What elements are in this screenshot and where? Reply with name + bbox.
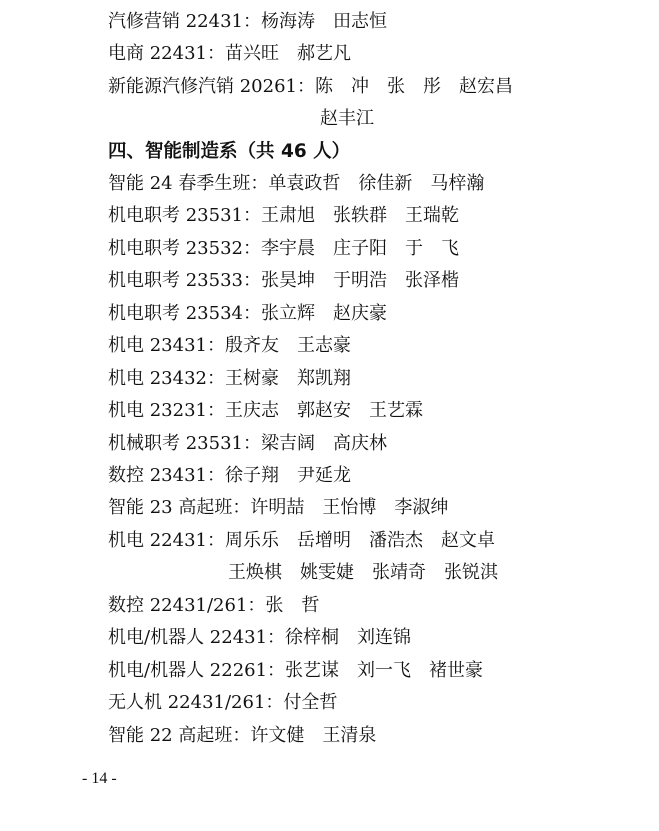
list-line-continuation: 王焕棋 姚雯婕 张靖奇 张锐淇 <box>228 562 498 583</box>
list-line: 汽修营销 22431：杨海涛 田志恒 <box>108 11 387 32</box>
list-line: 机电 23431：殷齐友 王志豪 <box>108 335 351 356</box>
list-line: 机械职考 23531：梁吉阔 高庆林 <box>108 433 387 454</box>
list-line: 智能 22 高起班：许文健 王清泉 <box>108 725 377 746</box>
page-number: - 14 - <box>82 770 117 787</box>
list-line: 机电 23432：王树豪 郑凯翔 <box>108 368 351 389</box>
list-line: 机电/机器人 22431：徐梓桐 刘连锦 <box>108 627 412 648</box>
list-line: 电商 22431：苗兴旺 郝艺凡 <box>108 43 351 64</box>
list-line: 机电职考 23533：张昊坤 于明浩 张泽楷 <box>108 270 459 291</box>
list-line-continuation: 赵丰江 <box>320 108 374 129</box>
list-line: 数控 22431/261：张 哲 <box>108 595 320 616</box>
list-line: 机电/机器人 22261：张艺谋 刘一飞 褚世豪 <box>108 660 484 681</box>
list-line: 无人机 22431/261：付全哲 <box>108 692 338 713</box>
list-line: 智能 23 高起班：许明喆 王怡博 李淑绅 <box>108 497 449 518</box>
list-line: 机电 22431：周乐乐 岳增明 潘浩杰 赵文卓 <box>108 530 495 551</box>
list-line: 新能源汽修汽销 20261：陈 冲 张 彤 赵宏昌 <box>108 76 513 97</box>
section-heading: 四、智能制造系（共 46 人） <box>108 141 351 162</box>
list-line: 机电 23231：王庆志 郭赵安 王艺霖 <box>108 400 423 421</box>
list-line: 智能 24 春季生班：单袁政哲 徐佳新 马梓瀚 <box>108 173 485 194</box>
list-line: 机电职考 23534：张立辉 赵庆豪 <box>108 303 387 324</box>
list-line: 机电职考 23531：王肃旭 张轶群 王瑞乾 <box>108 205 459 226</box>
list-line: 数控 23431：徐子翔 尹延龙 <box>108 465 351 486</box>
list-line: 机电职考 23532：李宇晨 庄子阳 于 飞 <box>108 238 459 259</box>
